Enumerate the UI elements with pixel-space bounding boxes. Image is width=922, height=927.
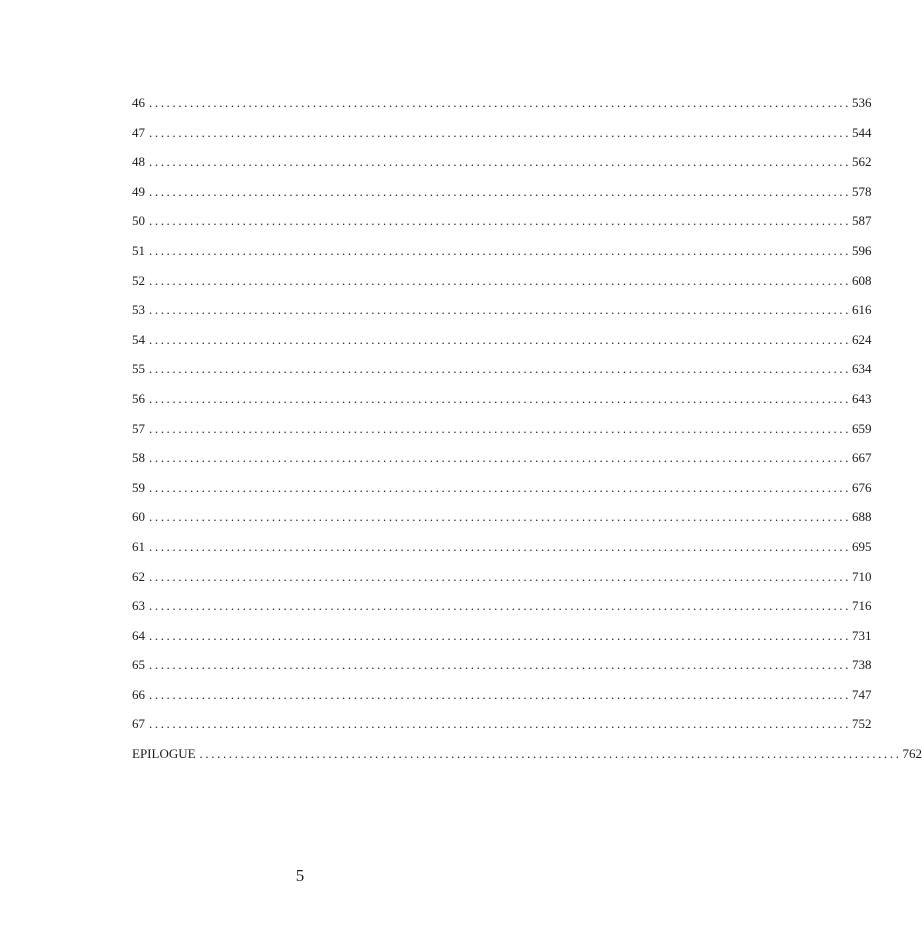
toc-entry[interactable] <box>132 507 872 537</box>
dot-leader: ........................................................................................................................ <box>149 686 851 702</box>
toc-entry-page: 695 <box>852 538 872 554</box>
toc-entry-label: 55 <box>132 361 145 377</box>
toc-entry-label: 54 <box>132 331 145 347</box>
toc-entry[interactable] <box>132 300 872 330</box>
dot-leader: ........................................................................................................................ <box>149 272 851 288</box>
toc-entry-page: 752 <box>852 716 872 732</box>
toc-entry[interactable] <box>132 123 872 153</box>
toc-entry-page: 578 <box>852 183 872 199</box>
toc-entry[interactable] <box>132 714 872 744</box>
toc-entry-label: 65 <box>132 657 145 673</box>
toc-entry-label: 62 <box>132 568 145 584</box>
dot-leader: ........................................................................................................................ <box>149 420 851 436</box>
toc-entry[interactable] <box>132 596 872 626</box>
toc-entry-label: 63 <box>132 598 145 614</box>
toc-entry[interactable] <box>132 330 872 360</box>
toc-entry[interactable] <box>132 271 872 301</box>
toc-entry[interactable] <box>132 241 872 271</box>
toc-entry[interactable] <box>132 567 872 597</box>
toc-entry-page: 544 <box>852 124 872 140</box>
toc-entry-page: 616 <box>852 302 872 318</box>
dot-leader: ........................................................................................................................ <box>149 509 851 525</box>
toc-entry-page: 562 <box>852 154 872 170</box>
toc-entry-page: 667 <box>852 450 872 466</box>
dot-leader: ........................................................................................................................ <box>149 390 851 406</box>
toc-entry-page: 676 <box>852 479 872 495</box>
dot-leader: ........................................................................................................................ <box>199 746 902 762</box>
toc-entry[interactable] <box>132 448 872 478</box>
table-of-contents <box>132 93 922 774</box>
dot-leader: ........................................................................................................................ <box>149 598 851 614</box>
dot-leader: ........................................................................................................................ <box>149 213 851 229</box>
toc-entry[interactable] <box>132 359 872 389</box>
toc-entry[interactable] <box>132 211 872 241</box>
dot-leader: ........................................................................................................................ <box>149 124 851 140</box>
toc-entry-page: 659 <box>852 420 872 436</box>
toc-entry[interactable] <box>132 419 872 449</box>
toc-entry-label: 50 <box>132 213 145 229</box>
dot-leader: ........................................................................................................................ <box>149 331 851 347</box>
toc-entry-label: 53 <box>132 302 145 318</box>
toc-entry-label: 56 <box>132 390 145 406</box>
dot-leader: ........................................................................................................................ <box>149 716 851 732</box>
toc-entry[interactable] <box>132 685 872 715</box>
toc-entry-page: 596 <box>852 242 872 258</box>
dot-leader: ........................................................................................................................ <box>149 361 851 377</box>
toc-entry-page: 643 <box>852 390 872 406</box>
dot-leader: ........................................................................................................................ <box>149 450 851 466</box>
dot-leader: ........................................................................................................................ <box>149 95 851 110</box>
toc-entry-page: 624 <box>852 331 872 347</box>
dot-leader: ........................................................................................................................ <box>149 154 851 170</box>
toc-entry-page: 536 <box>852 95 872 110</box>
dot-leader: ........................................................................................................................ <box>149 657 851 673</box>
toc-entry-label: 58 <box>132 450 145 466</box>
toc-entry[interactable] <box>132 93 872 123</box>
dot-leader: ........................................................................................................................ <box>149 568 851 584</box>
dot-leader: ........................................................................................................................ <box>149 302 851 318</box>
toc-entry[interactable] <box>132 182 872 212</box>
toc-entry-label: 51 <box>132 242 145 258</box>
toc-entry-page: 747 <box>852 686 872 702</box>
toc-entry-label: 49 <box>132 183 145 199</box>
dot-leader: ........................................................................................................................ <box>149 627 851 643</box>
toc-entry-label: 46 <box>132 95 145 110</box>
dot-leader: ........................................................................................................................ <box>149 242 851 258</box>
toc-entry[interactable] <box>132 478 872 508</box>
toc-entry[interactable] <box>132 655 872 685</box>
toc-entry-label: 64 <box>132 627 145 643</box>
dot-leader: ........................................................................................................................ <box>149 479 851 495</box>
toc-entry-page: 762 <box>902 746 922 762</box>
page-number: 5 <box>295 866 305 885</box>
dot-leader: ........................................................................................................................ <box>149 538 851 554</box>
toc-entry-page: 738 <box>852 657 872 673</box>
toc-entry-label: 57 <box>132 420 145 436</box>
toc-entry[interactable] <box>132 744 922 774</box>
toc-entry-label: 59 <box>132 479 145 495</box>
toc-entry-label: 60 <box>132 509 145 525</box>
toc-entry-label: 67 <box>132 716 145 732</box>
toc-entry-label: 48 <box>132 154 145 170</box>
toc-entry-page: 688 <box>852 509 872 525</box>
toc-entry-page: 710 <box>852 568 872 584</box>
toc-entry-label: 52 <box>132 272 145 288</box>
toc-entry-label: 47 <box>132 124 145 140</box>
dot-leader: ........................................................................................................................ <box>149 183 851 199</box>
toc-entry-page: 731 <box>852 627 872 643</box>
toc-entry-page: 587 <box>852 213 872 229</box>
toc-entry-page: 634 <box>852 361 872 377</box>
toc-entry-label: EPILOGUE <box>132 746 196 762</box>
toc-entry-page: 608 <box>852 272 872 288</box>
toc-entry-label: 66 <box>132 686 145 702</box>
toc-entry-label: 61 <box>132 538 145 554</box>
toc-entry[interactable] <box>132 626 872 656</box>
toc-entry[interactable] <box>132 152 872 182</box>
toc-entry[interactable] <box>132 389 872 419</box>
toc-entry-page: 716 <box>852 598 872 614</box>
toc-entry[interactable] <box>132 537 872 567</box>
